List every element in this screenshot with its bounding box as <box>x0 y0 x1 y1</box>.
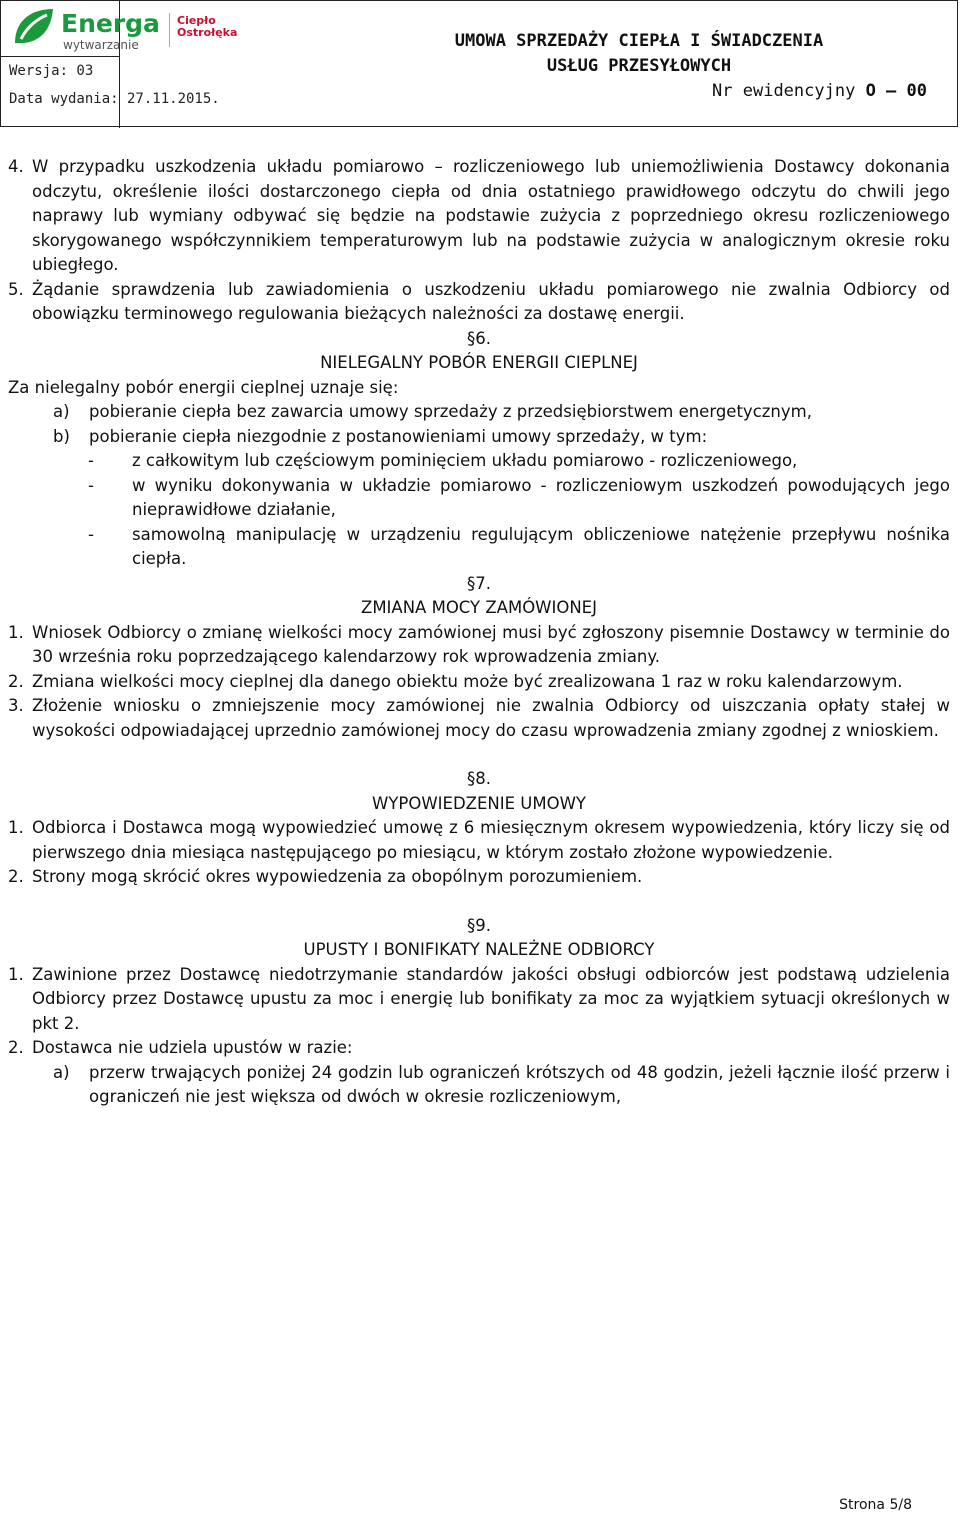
registry-number <box>712 81 927 101</box>
item-text: Strony mogą skrócić okres wypowiedzenia za obopólnym porozumieniem. <box>32 867 643 886</box>
item-text: Złożenie wniosku o zmniejszenie mocy zamówionej nie zwalnia Odbiorcy od uiszczania opłaty stałej w wysokości odpowiadającej uprzednio zamówionej mocy do czasu wprowadzenia zmiany zgodnej z wnioskiem. <box>32 696 950 740</box>
header-divider-horizontal <box>1 56 119 57</box>
document-title-line-2: USŁUG PRZESYŁOWYCH <box>546 56 732 76</box>
item-text: W przypadku uszkodzenia układu pomiarowo – rozliczeniowego lub uniemożliwienia Dostawcy dokonania odczytu, określenie ilości dostarczonego ciepła od dnia ostatniego prawidłowego odczytu do chwili jego naprawy lub wymiany odbywać się będzie na podstawie zużycia z poprzedniego okresu rozliczeniowego skorygowanego współczynnikiem temperaturowym lub na podstawie zużycia w analogicznym okresie roku ubiegłego. <box>32 157 950 274</box>
section-6-item-a <box>8 400 950 425</box>
item-number: 1. <box>8 622 24 642</box>
document-header <box>0 0 958 127</box>
registry-value: O – 00 <box>865 81 927 101</box>
item-text: z całkowitym lub częściowym pominięciem układu pomiarowo - rozliczeniowego, <box>132 451 798 470</box>
paragraph-4 <box>8 155 950 278</box>
section-6-title: NIELEGALNY POBÓR ENERGII CIEPLNEJ <box>320 353 638 372</box>
issue-date-label: Data wydania: 27.11.2015. <box>9 91 220 107</box>
section-8-item-2 <box>8 865 950 890</box>
logo-main-text: Energa <box>61 9 160 38</box>
item-text: przerw trwających poniżej 24 godzin lub ograniczeń krótszych od 48 godzin, jeżeli łącznie ilość przerw i ograniczeń nie jest większa od dwóch w okresie rozliczeniowym, <box>89 1062 950 1106</box>
section-6-intro: Za nielegalny pobór energii cieplnej uznaje się: <box>8 377 399 397</box>
section-9-item-1 <box>8 963 950 1037</box>
bullet-dash: - <box>88 524 94 544</box>
bullet-dash: - <box>88 475 94 495</box>
item-text: w wyniku dokonywania w układzie pomiarowo - rozliczeniowym uszkodzeń powodujących jego nieprawidłowe działanie, <box>132 475 950 519</box>
section-9-item-2a <box>8 1061 950 1110</box>
section-8-title: WYPOWIEDZENIE UMOWY <box>372 793 586 813</box>
item-label: a) <box>53 1062 70 1082</box>
section-8-number: §8. <box>467 769 491 788</box>
registry-label: Nr ewidencyjny <box>712 81 856 101</box>
item-text <box>32 621 950 670</box>
section-number-text: 7. <box>475 573 491 593</box>
energa-leaf-icon <box>9 5 57 49</box>
section-7-item-3 <box>8 694 950 743</box>
section-9-item-2 <box>8 1036 950 1061</box>
section-6-item-b <box>8 425 950 450</box>
item-number: 3. <box>8 696 24 715</box>
logo-separator <box>169 13 170 47</box>
item-text: pobieranie ciepła bez zawarcia umowy sprzedaży z przedsiębiorstwem energetycznym, <box>89 402 812 421</box>
item-text-part-1: Wniosek Odbiorcy o zmianę wielkości mocy zamówionej musi być zgłoszony pisemnie Dostawcy w terminie do 30 września roku poprzedzającego kalendarzowy rok wprowadzenia zmiany. <box>32 622 950 666</box>
paragraph-5 <box>8 278 950 327</box>
document-title-line-1: UMOWA SPRZEDAŻY CIEPŁA I ŚWIADCZENIA <box>454 31 824 51</box>
item-text: Zmiana wielkości mocy cieplnej dla danego obiektu może być zrealizowana 1 raz w roku kalendarzowym. <box>32 671 903 691</box>
item-number: 2. <box>8 1038 24 1057</box>
document-body <box>8 155 950 1110</box>
section-number-text: 6. <box>475 328 491 348</box>
section-number-text: 9. <box>475 915 491 935</box>
item-text: Dostawca nie udziela upustów w razie: <box>32 1038 353 1057</box>
section-6-number: §6. <box>467 328 491 348</box>
item-label: b) <box>53 426 70 446</box>
item-text: samowolną manipulację w urządzeniu regulującym obliczeniowe natężenie przepływu nośnika ciepła. <box>132 524 950 568</box>
item-number: 1. <box>8 964 24 984</box>
item-number: 2. <box>8 671 24 691</box>
section-number-text: 8. <box>475 769 491 788</box>
item-number: 4. <box>8 157 24 176</box>
item-number: 2. <box>8 867 24 886</box>
section-6-b-bullet-1 <box>8 449 950 474</box>
section-9-title: UPUSTY I BONIFIKATY NALEŻNE ODBIORCY <box>303 940 655 959</box>
item-text: Odbiorca i Dostawca mogą wypowiedzieć umowę z 6 miesięcznym okresem wypowiedzenia, który liczy się od pierwszego dnia miesiąca następującego po miesiącu, w którym zostało złożone wypowiedzenie. <box>32 818 950 862</box>
spacer <box>8 890 950 914</box>
section-9-number: §9. <box>467 915 491 935</box>
section-7-title: ZMIANA MOCY ZAMÓWIONEJ <box>361 598 597 617</box>
item-text: Zawinione przez Dostawcę niedotrzymanie standardów jakości obsługi odbiorców jest podstawą udzielenia Odbiorcy przez Dostawcę upustu za moc i energię lub bonifikaty za moc za wyjątkiem sytuacji określonych w pkt 2. <box>32 964 950 1033</box>
item-text: Żądanie sprawdzenia lub zawiadomienia o uszkodzeniu układu pomiarowego nie zwalnia Odbiorcy od obowiązku terminowego regulowania bieżących należności za dostawę energii. <box>32 279 950 323</box>
logo-sub-text: wytwarzanie <box>63 38 139 52</box>
page-number: Strona 5/8 <box>839 1497 912 1513</box>
section-7-number: §7. <box>467 573 491 593</box>
spacer <box>8 743 950 767</box>
energa-logo <box>9 5 238 53</box>
bullet-dash: - <box>88 451 94 470</box>
section-7-item-2 <box>8 670 950 695</box>
version-label: Wersja: 03 <box>9 63 94 79</box>
logo-partner-line-2: Ostrołęka <box>177 26 238 39</box>
section-6-b-bullet-3 <box>8 523 950 572</box>
item-number: 1. <box>8 818 24 837</box>
item-label: a) <box>53 402 70 421</box>
section-6-b-bullet-2 <box>8 474 950 523</box>
logo-partner <box>177 15 237 39</box>
section-8-item-1 <box>8 816 950 865</box>
section-7-item-1 <box>8 621 950 670</box>
item-text: pobieranie ciepła niezgodnie z postanowieniami umowy sprzedaży, w tym: <box>89 426 708 446</box>
item-number: 5. <box>8 279 24 299</box>
logo-partner-line-1: Ciepło <box>177 14 216 27</box>
